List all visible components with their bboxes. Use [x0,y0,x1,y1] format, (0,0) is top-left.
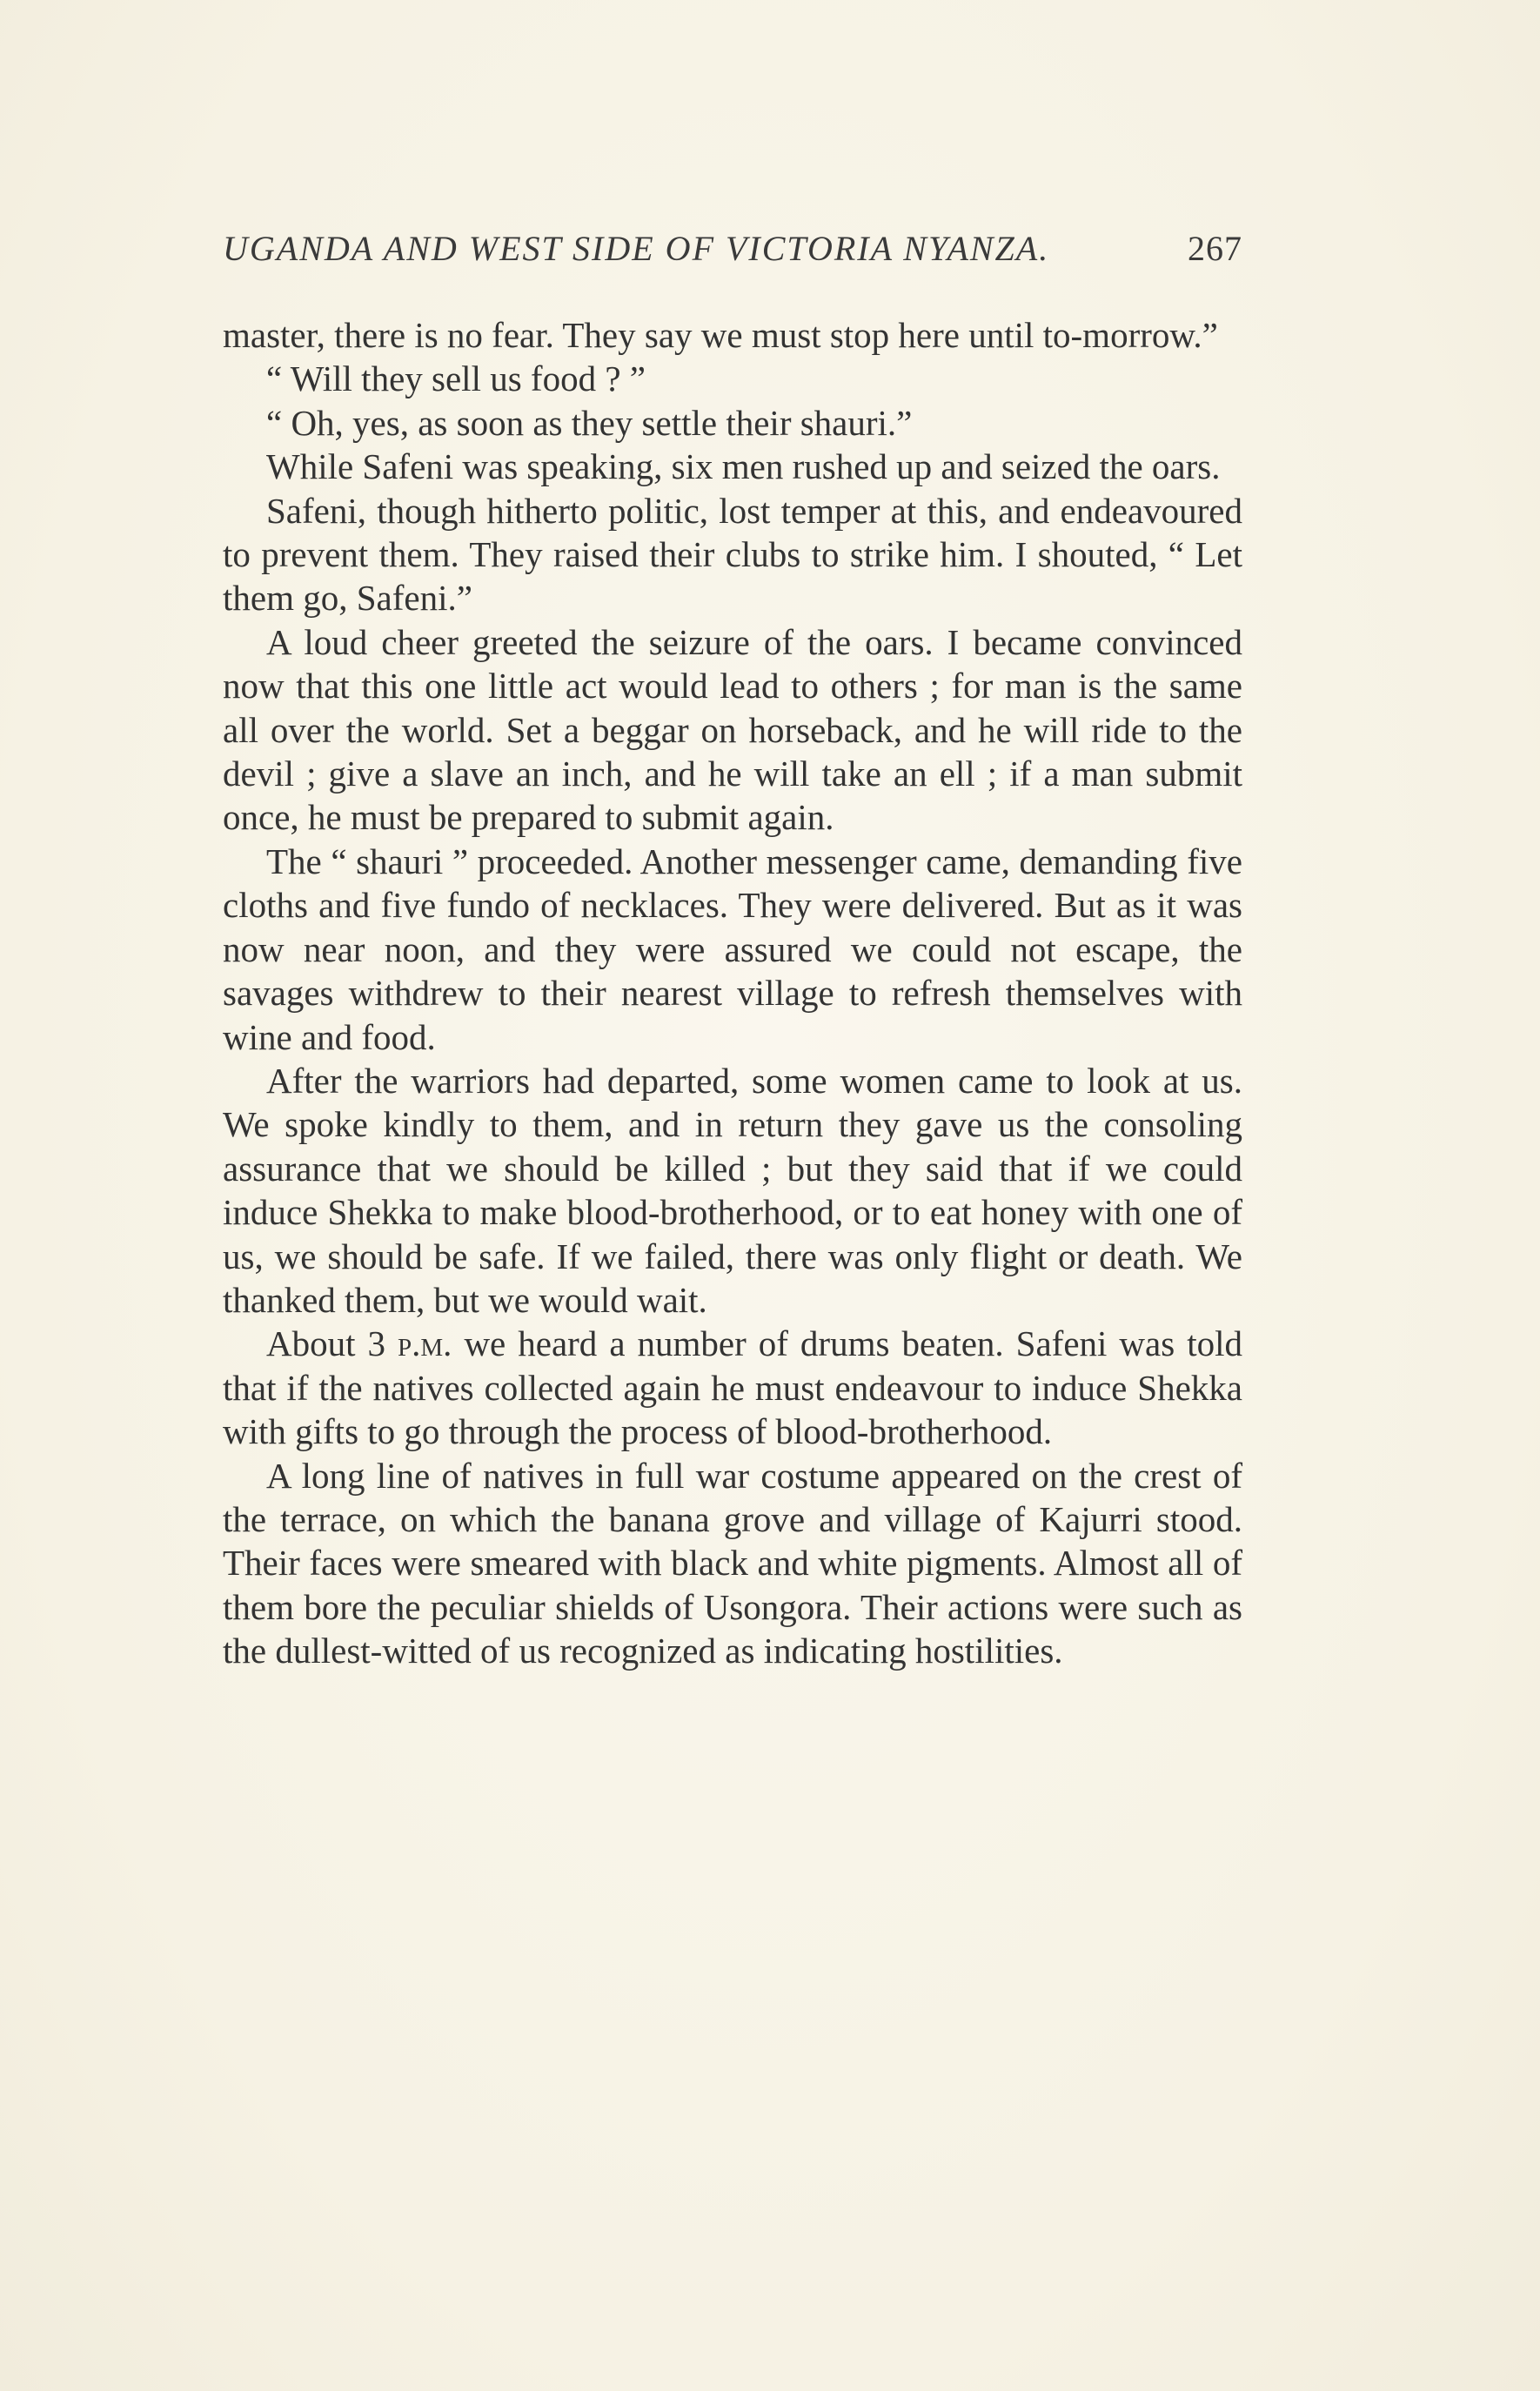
paragraph [223,1322,1242,1453]
paragraph: “ Will they sell us food ? ” [266,358,646,399]
paragraph: A long line of natives in full war costume appeared on the crest of the terrace, on which the banana grove and village of Kajurri stood. Their faces were smeared with black and white pigments. Almost all of them bore the peculiar shields of Usongora. Their actions were such as the dullest-witted of us recognized as indicating hostilities. [223,1455,1242,1671]
time-abbreviation: p.m. [398,1323,452,1364]
paragraph-continued: master, there is no fear. They say we must stop here until to-morrow.” [223,315,1218,355]
page-number: 267 [1188,229,1242,268]
paragraph: Safeni, though hitherto politic, lost temper at this, and endeavoured to prevent them. They raised their clubs to strike him. I shouted, “ Let them go, Safeni.” [223,490,1242,619]
paragraph: After the warriors had departed, some women came to look at us. We spoke kindly to them, and in return they gave us the consoling assurance that we should be killed ; but they said that if we could induce Shekka to make blood-brotherhood, or to eat honey with one of us, we should be safe. If we failed, there was only flight or death. We thanked them, but we would wait. [223,1060,1242,1320]
paragraph: A loud cheer greeted the seizure of the oars. I became convinced now that this one little act would lead to others ; for man is the same all over the world. Set a beggar on horseback, and he will ride to the devil ; give a slave an inch, and he will take an ell ; if a man submit once, he must be prepared to submit again. [223,621,1242,838]
paragraph-text-after-time: we heard a number of drums beaten. Safeni was told that if the natives collected again he must endeavour to induce Shekka with gifts to go through the process of blood-brotherhood. [223,1323,1242,1452]
paragraph-text-before-time: About 3 [266,1323,398,1364]
body-text [223,313,1242,1673]
paragraph: While Safeni was speaking, six men rushed up and seized the oars. [266,446,1221,487]
running-title: UGANDA AND WEST SIDE OF VICTORIA NYANZA. [223,229,1050,268]
paragraph: “ Oh, yes, as soon as they settle their shauri.” [266,402,913,443]
paragraph: The “ shauri ” proceeded. Another messenger came, demanding five cloths and five fundo of necklaces. They were delivered. But as it was now near noon, and they were assured we could not escape, the savages withdrew to their nearest village to refresh themselves with wine and food. [223,841,1242,1057]
page-header [223,228,1242,278]
